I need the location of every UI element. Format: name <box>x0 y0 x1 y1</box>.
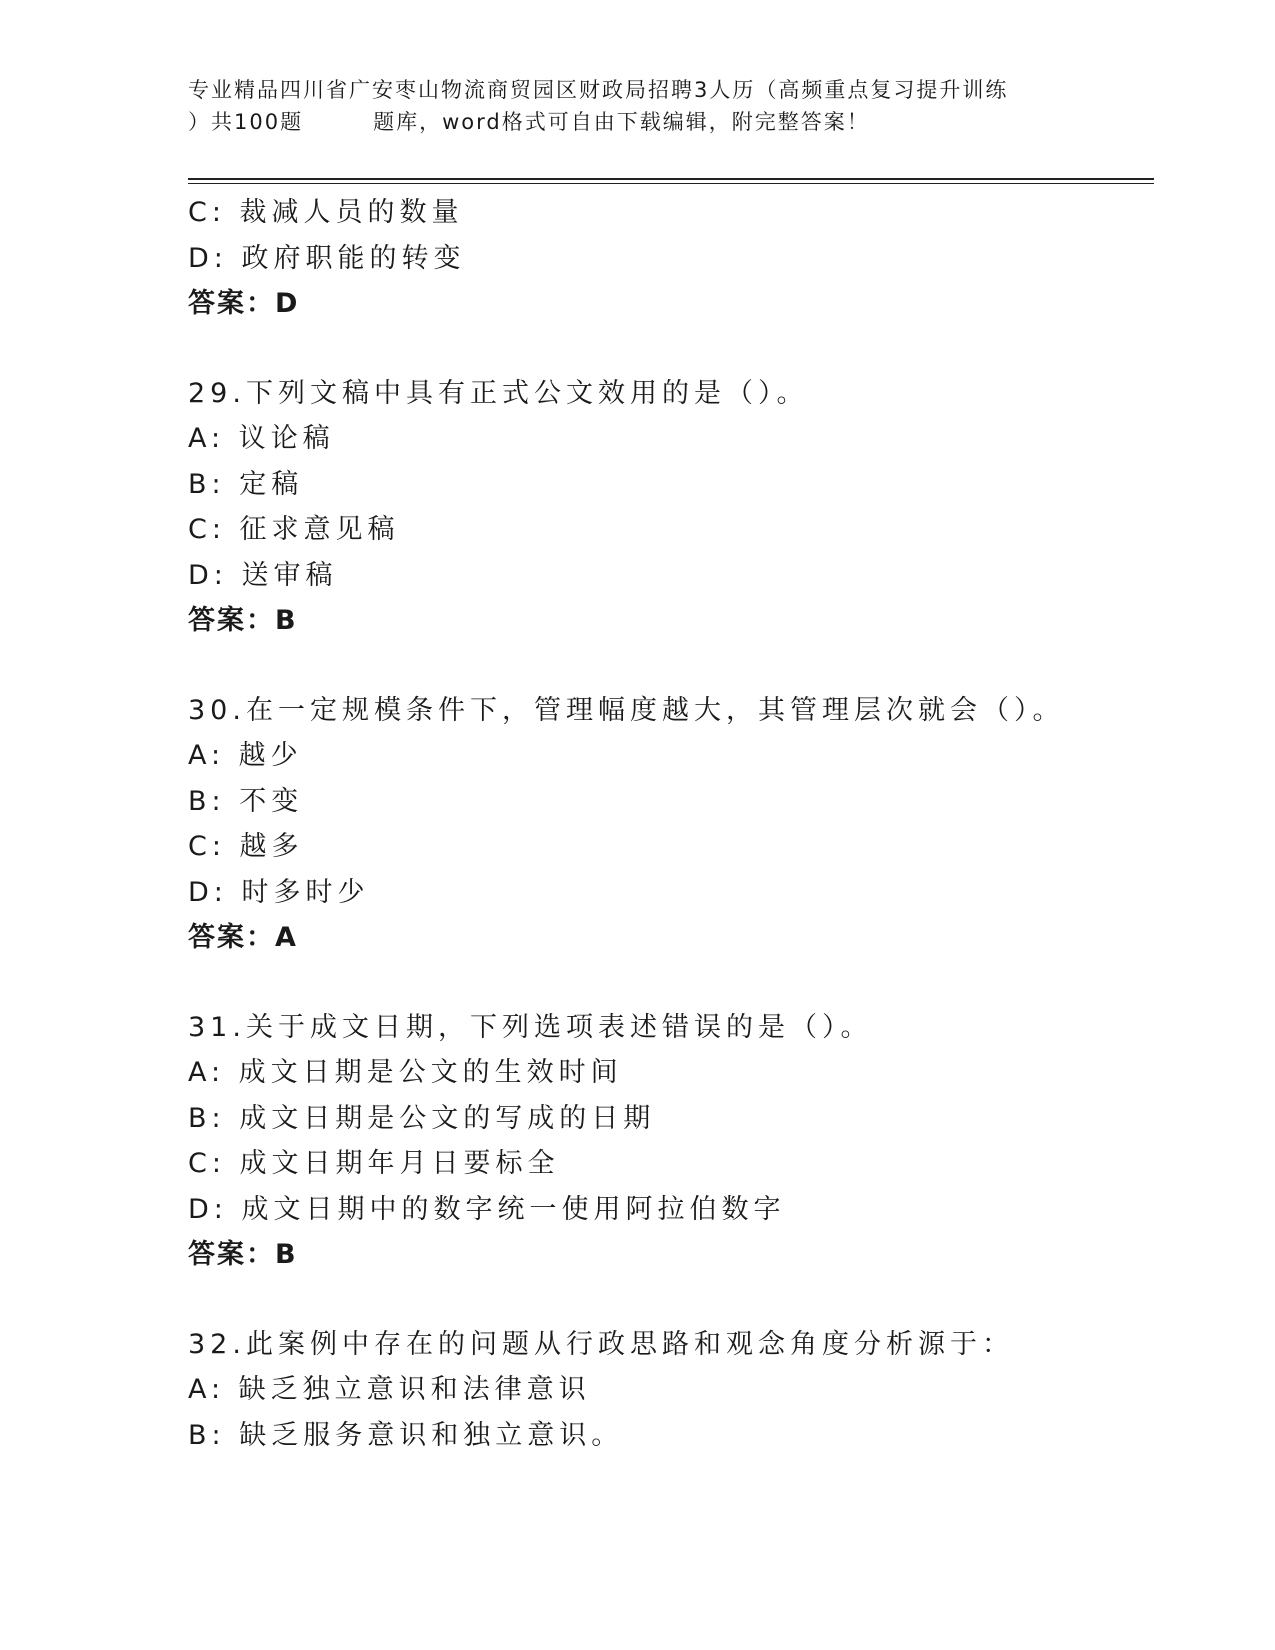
option-line: A: 越少 <box>188 740 303 771</box>
header-rule-thin <box>188 183 1154 184</box>
header-line-2-left: ）共100题 <box>188 110 304 134</box>
header-line-2-right: 题库，word格式可自由下载编辑，附完整答案！ <box>373 110 870 134</box>
option-line: C: 征求意见稿 <box>188 514 400 545</box>
header-rule-thick <box>188 178 1154 180</box>
question-line: 32.此案例中存在的问题从行政思路和观念角度分析源于： <box>188 1328 1014 1360</box>
option-line: A: 成文日期是公文的生效时间 <box>188 1057 623 1088</box>
question-block <box>188 688 1154 961</box>
option-line: C: 裁减人员的数量 <box>188 197 464 228</box>
option-line: D: 时多时少 <box>188 876 370 908</box>
page-header <box>188 74 1088 138</box>
option-line: A: 缺乏独立意识和法律意识 <box>188 1374 591 1405</box>
option-line: B: 缺乏服务意识和独立意识。 <box>188 1419 624 1451</box>
question-line: 30.在一定规模条件下，管理幅度越大，其管理层次就会（）。 <box>188 694 1065 726</box>
question-block <box>188 190 1154 327</box>
question-block <box>188 371 1154 644</box>
question-line: 31.关于成文日期，下列选项表述错误的是（）。 <box>188 1011 873 1043</box>
answer-line: 答案：D <box>188 288 300 319</box>
option-line: C: 越多 <box>188 831 304 862</box>
question-block <box>188 1322 1154 1459</box>
answer-line: 答案：A <box>188 922 298 953</box>
header-line-1: 专业精品四川省广安枣山物流商贸园区财政局招聘3人历（高频重点复习提升训练 <box>188 78 1009 102</box>
option-line: B: 定稿 <box>188 468 304 500</box>
option-line: B: 不变 <box>188 785 304 817</box>
question-line: 29.下列文稿中具有正式公文效用的是（）。 <box>188 377 809 409</box>
answer-line: 答案：B <box>188 1239 298 1270</box>
option-line: D: 成文日期中的数字统一使用阿拉伯数字 <box>188 1193 786 1225</box>
option-line: C: 成文日期年月日要标全 <box>188 1148 560 1179</box>
question-content <box>188 190 1154 1458</box>
option-line: D: 政府职能的转变 <box>188 242 466 274</box>
option-line: B: 成文日期是公文的写成的日期 <box>188 1102 656 1134</box>
question-block <box>188 1005 1154 1278</box>
option-line: D: 送审稿 <box>188 559 338 591</box>
answer-line: 答案：B <box>188 605 298 636</box>
header-line-2 <box>188 106 1088 138</box>
option-line: A: 议论稿 <box>188 423 335 454</box>
